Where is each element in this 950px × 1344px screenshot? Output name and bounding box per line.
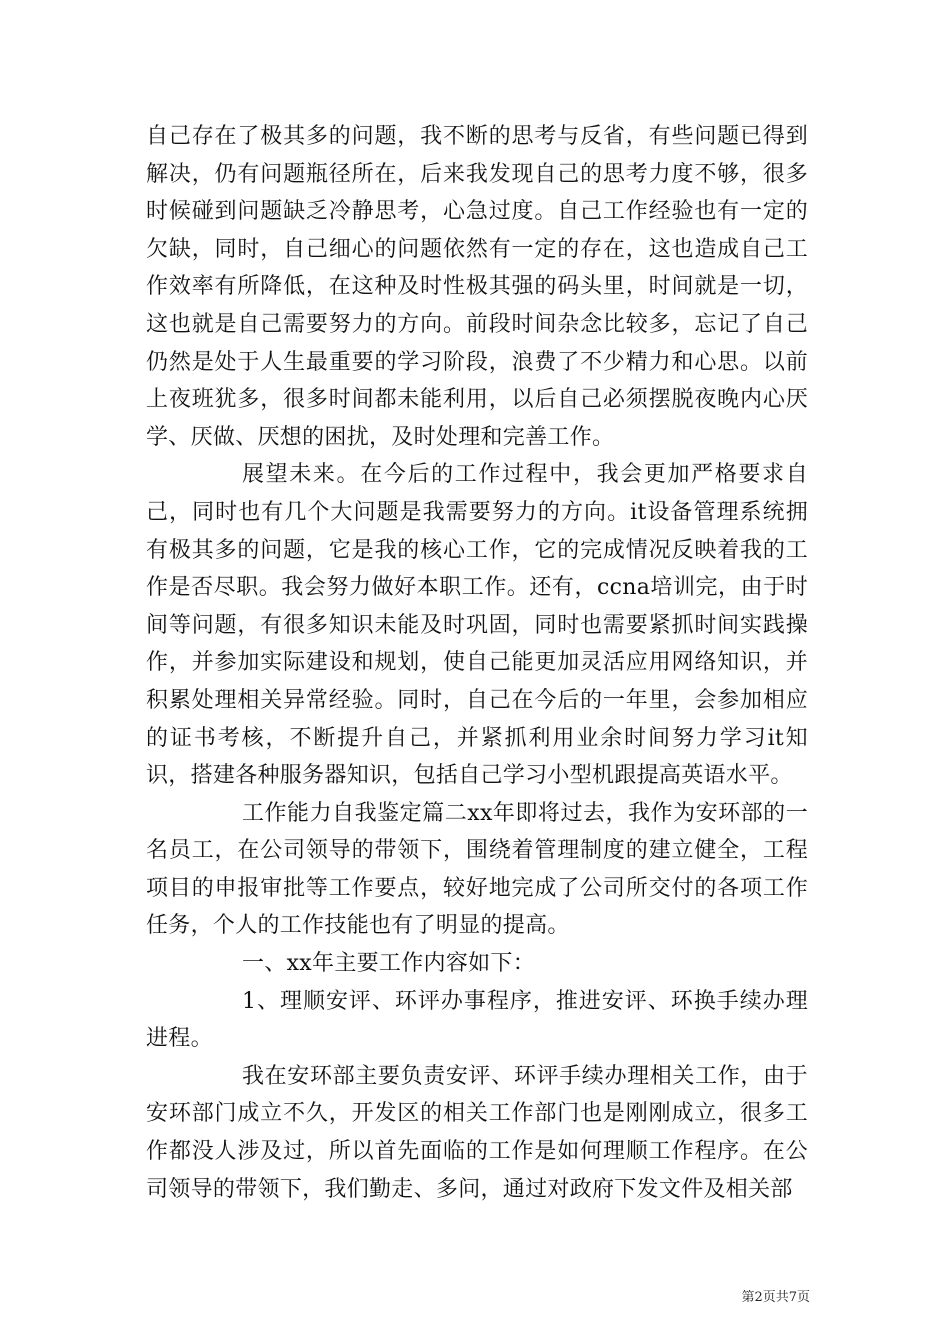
paragraph-1: 自己存在了极其多的问题，我不断的思考与反省，有些问题已得到解决，仍有问题瓶径所在，后来我发现自己的思考力度不够，很多时候碰到问题缺乏冷静思考，心急过度。自己工作经验也有一定的欠缺，同时，自己细心的问题依然有一定的存在，这也造成自己工作效率有所降低，在这种及时性极其强的码头里，时间就是一切，这也就是自己需要努力的方向。前段时间杂念比较多，忘记了自己仍然是处于人生最重要的学习阶段，浪费了不少精力和心思。以前上夜班犹多，很多时间都未能利用，以后自己必须摆脱夜晚内心厌学、厌做、厌想的困扰，及时处理和完善工作。 — [146, 124, 808, 450]
page-number-footer: 第2页共7页 — [741, 1290, 810, 1305]
paragraph-4: 一、xx年主要工作内容如下： — [242, 951, 536, 977]
paragraph-5: 1、理顺安评、环评办事程序，推进安评、环换手续办理进程。 — [146, 988, 808, 1052]
paragraph-3: 工作能力自我鉴定篇二xx年即将过去，我作为安环部的一名员工，在公司领导的带领下，围绕着管理制度的建立健全，工程项目的申报审批等工作要点，较好地完成了公司所交付的各项工作任务，个人的工作技能也有了明显的提高。 — [146, 800, 808, 939]
paragraph-2: 展望未来。在今后的工作过程中，我会更加严格要求自己，同时也有几个大问题是我需要努力的方向。it设备管理系统拥有极其多的问题，它是我的核心工作，它的完成情况反映着我的工作是否尽职。我会努力做好本职工作。还有，ccna培训完，由于时间等问题，有很多知识未能及时巩固，同时也需要紧抓时间实践操作，并参加实际建设和规划，使自己能更加灵活应用网络知识，并积累处理相关异常经验。同时，自己在今后的一年里，会参加相应的证书考核，不断提升自己，并紧抓利用业余时间努力学习it知识，搭建各种服务器知识，包括自己学习小型机跟提高英语水平。 — [146, 462, 808, 789]
paragraph-6: 我在安环部主要负责安评、环评手续办理相关工作，由于安环部门成立不久，开发区的相关工作部门也是刚刚成立，很多工作都没人涉及过，所以首先面临的工作是如何理顺工作程序。在公司领导的带领下，我们勤走、多问，通过对政府下发文件及相关部 — [146, 1063, 808, 1202]
document-body — [146, 118, 808, 1208]
